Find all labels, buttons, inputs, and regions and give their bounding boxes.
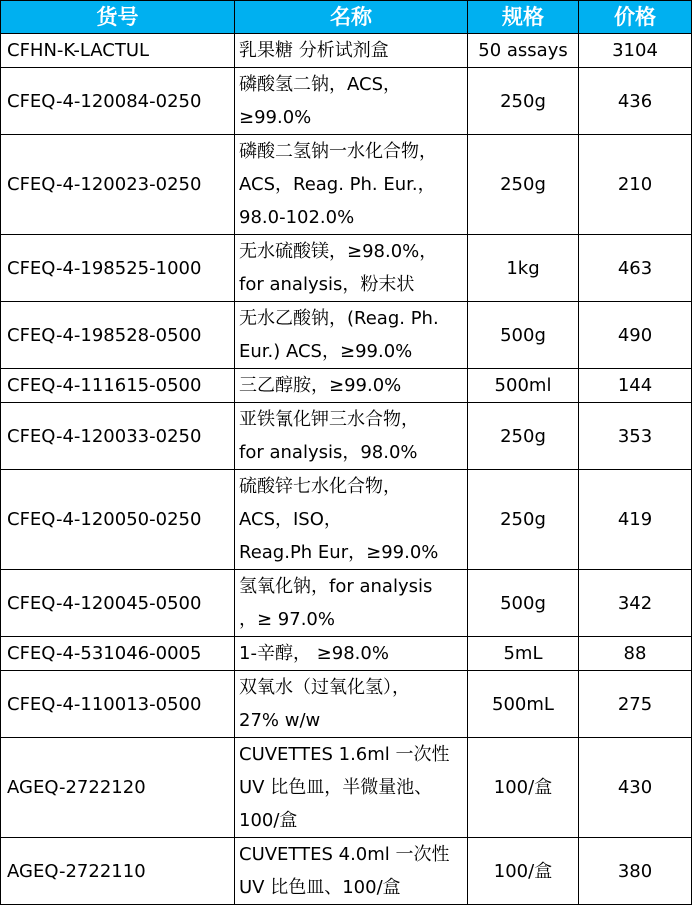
header-row (1, 1, 692, 34)
table-row (1, 68, 692, 135)
table-row (1, 34, 692, 68)
table-row (1, 570, 692, 637)
product-name-line: ACS，ISO， (239, 509, 342, 530)
header-name: 名称 (235, 1, 468, 34)
table-row (1, 235, 692, 302)
product-spec-cell: 250g (468, 68, 579, 135)
product-name-cell (235, 838, 468, 905)
product-spec-cell: 5mL (468, 637, 579, 671)
product-price-cell: 275 (579, 671, 692, 738)
product-price-cell: 342 (579, 570, 692, 637)
product-price-cell: 419 (579, 470, 692, 570)
product-name-line: ≥99.0% (239, 107, 312, 128)
table-row (1, 302, 692, 369)
table-row (1, 838, 692, 905)
product-spec-cell: 500mL (468, 671, 579, 738)
product-code-cell: CFEQ-4-198525-1000 (1, 235, 235, 302)
product-price-cell: 353 (579, 403, 692, 470)
table-row (1, 671, 692, 738)
product-name-cell (235, 671, 468, 738)
product-spec-cell: 100/盒 (468, 738, 579, 838)
product-price-cell: 490 (579, 302, 692, 369)
product-code-cell: CFEQ-4-531046-0005 (1, 637, 235, 671)
table-row (1, 738, 692, 838)
product-name-line: Eur.) ACS，≥99.0% (239, 341, 413, 362)
product-spec-cell: 100/盒 (468, 838, 579, 905)
product-name-line: 乳果糖 分析试剂盒 (239, 40, 389, 61)
product-spec-cell: 500ml (468, 369, 579, 403)
product-name-cell (235, 302, 468, 369)
product-name-line: 磷酸二氢钠一水化合物， (239, 141, 437, 162)
product-name-cell (235, 68, 468, 135)
product-code-cell: CFHN-K-LACTUL (1, 34, 235, 68)
product-code-cell: CFEQ-4-120084-0250 (1, 68, 235, 135)
product-name-line: CUVETTES 1.6ml 一次性 (239, 744, 450, 765)
header-price: 价格 (579, 1, 692, 34)
product-name-line: ，≥ 97.0% (239, 609, 335, 630)
product-code-cell: CFEQ-4-120045-0500 (1, 570, 235, 637)
product-name-line: 氢氧化钠，for analysis (239, 576, 433, 597)
product-price-cell: 430 (579, 738, 692, 838)
product-price-cell: 380 (579, 838, 692, 905)
product-name-line: Reag.Ph Eur，≥99.0% (239, 542, 439, 563)
product-price-cell: 3104 (579, 34, 692, 68)
product-name-cell (235, 637, 468, 671)
product-code-cell: CFEQ-4-110013-0500 (1, 671, 235, 738)
product-code-cell: CFEQ-4-120050-0250 (1, 470, 235, 570)
product-name-line: 三乙醇胺，≥99.0% (239, 375, 402, 396)
product-name-cell (235, 470, 468, 570)
product-name-line: 98.0-102.0% (239, 207, 355, 228)
product-spec-cell: 250g (468, 403, 579, 470)
table-header (1, 1, 692, 34)
product-code-cell: AGEQ-2722120 (1, 738, 235, 838)
product-name-line: UV 比色皿，半微量池、 (239, 777, 433, 798)
product-code-cell: AGEQ-2722110 (1, 838, 235, 905)
table-row (1, 369, 692, 403)
table-row (1, 403, 692, 470)
product-name-line: CUVETTES 4.0ml 一次性 (239, 844, 450, 865)
product-name-line: 1-辛醇， ≥98.0% (239, 643, 389, 664)
table-row (1, 637, 692, 671)
product-name-line: for analysis，粉末状 (239, 274, 415, 295)
product-price-cell: 88 (579, 637, 692, 671)
product-name-line: 双氧水（过氧化氢）， (239, 677, 410, 698)
table-row (1, 135, 692, 235)
header-spec: 规格 (468, 1, 579, 34)
product-name-line: for analysis，98.0% (239, 442, 418, 463)
product-name-cell (235, 369, 468, 403)
product-spec-cell: 250g (468, 135, 579, 235)
product-name-line: 磷酸氢二钠，ACS， (239, 74, 401, 95)
product-name-line: 无水乙酸钠，(Reag. Ph. (239, 308, 439, 329)
product-code-cell: CFEQ-4-111615-0500 (1, 369, 235, 403)
product-name-cell (235, 738, 468, 838)
product-spec-cell: 1kg (468, 235, 579, 302)
product-code-cell: CFEQ-4-198528-0500 (1, 302, 235, 369)
product-spec-cell: 500g (468, 570, 579, 637)
product-name-cell (235, 34, 468, 68)
product-name-line: 27% w/w (239, 710, 321, 731)
product-name-line: 硫酸锌七水化合物， (239, 476, 401, 497)
product-spec-cell: 500g (468, 302, 579, 369)
product-code-cell: CFEQ-4-120033-0250 (1, 403, 235, 470)
product-name-line: ACS，Reag. Ph. Eur.， (239, 174, 436, 195)
product-price-cell: 144 (579, 369, 692, 403)
product-spec-cell: 250g (468, 470, 579, 570)
product-code-cell: CFEQ-4-120023-0250 (1, 135, 235, 235)
product-name-cell (235, 403, 468, 470)
product-name-line: 100/盒 (239, 810, 298, 831)
product-spec-cell: 50 assays (468, 34, 579, 68)
table-body (1, 34, 692, 905)
table-row (1, 470, 692, 570)
product-name-cell (235, 570, 468, 637)
product-name-line: 无水硫酸镁，≥98.0%， (239, 241, 438, 262)
product-price-cell: 463 (579, 235, 692, 302)
product-name-line: 亚铁氰化钾三水合物， (239, 409, 419, 430)
product-name-line: UV 比色皿、100/盒 (239, 877, 401, 898)
header-code: 货号 (1, 1, 235, 34)
product-price-cell: 210 (579, 135, 692, 235)
product-name-cell (235, 135, 468, 235)
product-price-cell: 436 (579, 68, 692, 135)
product-name-cell (235, 235, 468, 302)
